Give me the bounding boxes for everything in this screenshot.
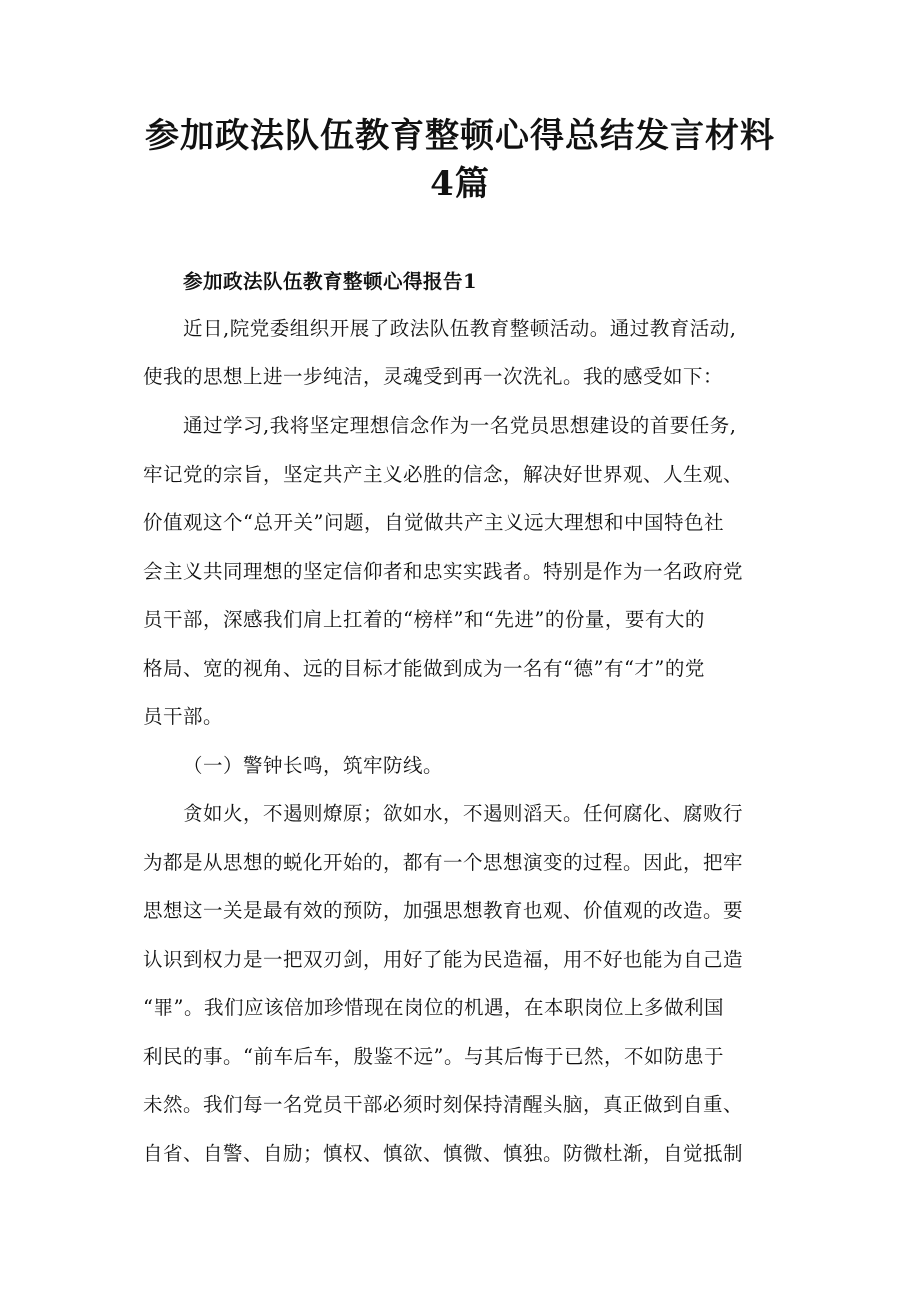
paragraph-line: 为都是从思想的蜕化开始的，都有一个思想演变的过程。因此，把牢: [143, 851, 744, 874]
paragraph-line: 价值观这个“总开关”问题，自觉做共产主义远大理想和中国特色社: [143, 511, 724, 534]
paragraph-line: 通过学习,我将坚定理想信念作为一名党员思想建设的首要任务,: [183, 414, 737, 437]
paragraph-line: “罪”。我们应该倍加珍惜现在岗位的机遇，在本职岗位上多做利国: [143, 996, 724, 1019]
paragraph-line: 员干部，深感我们肩上扛着的“榜样”和“先进”的份量，要有大的: [143, 608, 705, 631]
paragraph-line: 自省、自警、自励；慎权、慎欲、慎微、慎独。防微杜渐，自觉抵制: [143, 1142, 744, 1165]
paragraph-line: 会主义共同理想的坚定信仰者和忠实实践者。特别是作为一名政府党: [143, 560, 744, 583]
paragraph-line: 认识到权力是一把双刃剑，用好了能为民造福，用不好也能为自己造: [143, 948, 744, 971]
paragraph-line: 未然。我们每一名党员干部必须时刻保持清醒头脑，真正做到自重、: [143, 1093, 744, 1116]
document-title-line-1: 参加政法队伍教育整顿心得总结发言材料: [145, 116, 775, 156]
paragraph-line: 贪如火，不遏则燎原；欲如水，不遏则滔天。任何腐化、腐败行: [183, 802, 744, 825]
paragraph-line: 思想这一关是最有效的预防，加强思想教育也观、价值观的改造。要: [143, 899, 744, 922]
section-heading: 参加政法队伍教育整顿心得报告1: [183, 270, 478, 293]
subsection-heading: （一）警钟长鸣，筑牢防线。: [183, 754, 444, 777]
paragraph-line: 近日,院党委组织开展了政法队伍教育整顿活动。通过教育活动,: [183, 317, 737, 340]
paragraph-line: 利民的事。“前车后车，殷鉴不远”。与其后悔于已然，不如防患于: [143, 1045, 724, 1068]
paragraph-line: 使我的思想上进一步纯洁，灵魂受到再一次洗礼。我的感受如下：: [143, 365, 724, 388]
document-title-line-2: 4篇: [430, 164, 490, 204]
paragraph-line: 牢记党的宗旨，坚定共产主义必胜的信念，解决好世界观、人生观、: [143, 463, 744, 486]
paragraph-line: 格局、宽的视角、远的目标才能做到成为一名有“德”有“才”的党: [143, 657, 705, 680]
paragraph-line: 员干部。: [143, 705, 224, 728]
